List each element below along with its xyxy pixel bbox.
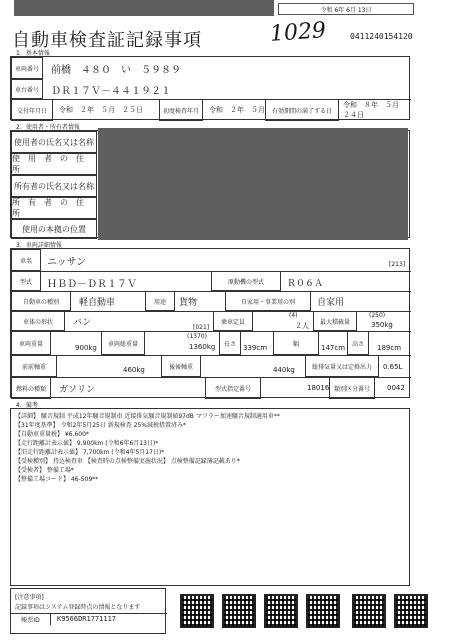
top-stamp: 令和 6年 6月 13日 xyxy=(278,3,414,15)
handwritten-number: 1029 xyxy=(269,18,327,47)
kind-label: 自動車の種別 xyxy=(11,291,71,311)
chassis-value: ＤＲ１７Ｖ－４４１９２１ xyxy=(51,85,171,97)
capacity-paren: (4) xyxy=(289,312,298,319)
category-label: 類別区分番号 xyxy=(329,377,375,399)
type-designation-value: 18016 xyxy=(307,384,330,392)
remark-line: 【旧走行距離計表示値】 7,700km (令和4年5月17日)* xyxy=(15,449,165,456)
section-vehicle-heading: 3．車両詳細情報 xyxy=(16,242,62,249)
model-value: ＨＢＤ－ＤＲ１７Ｖ xyxy=(47,278,137,290)
gross-label: 車両総重量 xyxy=(101,331,145,355)
height-value: 189cm xyxy=(377,344,402,352)
use-value: 貨物 xyxy=(179,297,198,308)
remark-line: 【31年度基準】 令和2年5月25日 新規検査 25%減税措置済み* xyxy=(15,422,186,429)
expiry-label: 有効期間の満了する日 xyxy=(265,99,339,121)
max-load-label: 最大積載量 xyxy=(313,311,357,331)
gross-paren: (1370) xyxy=(187,333,207,340)
qr-code-2 xyxy=(222,594,256,628)
engine-value: Ｒ０６Ａ xyxy=(287,278,324,289)
base-location-label: 使用の本拠の位置 xyxy=(11,219,97,239)
max-load-value: 350kg xyxy=(371,321,393,329)
owner-address-label: 所 有 者 の 住 所 xyxy=(11,197,97,219)
page-title: 自動車検査証記録事項 xyxy=(12,30,202,51)
displacement-value: 0.65L xyxy=(383,363,403,371)
height-label: 高さ xyxy=(347,331,369,355)
qr-code-1 xyxy=(180,594,214,628)
remark-line: 【受検者】 整備工場* xyxy=(15,467,74,474)
width-label: 幅 xyxy=(273,331,319,355)
front-axle-label: 前前軸重 xyxy=(11,355,57,377)
notice-box xyxy=(10,588,166,634)
private-value: 自家用 xyxy=(317,297,345,308)
category-value: 0042 xyxy=(387,384,405,392)
qr-code-6 xyxy=(394,594,428,628)
qr-code-3 xyxy=(264,594,298,628)
issue-code: 0411240154120 xyxy=(350,32,413,41)
qr-code-4 xyxy=(306,594,340,628)
owner-name-label: 所有者の氏名又は名称 xyxy=(11,175,97,197)
first-reg-value: 令和 ２年 ５月 xyxy=(209,106,265,114)
vehicle-table xyxy=(10,248,410,398)
section-remarks-heading: 4．備考 xyxy=(16,402,38,409)
front-axle-value: 460kg xyxy=(123,366,145,374)
max-load-paren: (250) xyxy=(369,312,386,319)
shape-label: 車体の形状 xyxy=(11,311,65,331)
remark-line: 【受検種別】 持込検査車 【検査時の点検整備実施状況】 点検整備記録簿記載あり* xyxy=(15,458,240,465)
length-value: 339cm xyxy=(243,344,268,352)
expiry-value: 令和 ８年 ５月 ２４日 xyxy=(343,101,406,119)
fuel-value: ガソリン xyxy=(59,384,96,395)
chassis-label: 車台番号 xyxy=(11,79,43,99)
remark-line: 【自動車重量税】 ¥6,600* xyxy=(15,431,89,438)
redacted-header-block xyxy=(14,0,274,16)
notice-text: 記録事項はシステム登録時点の情報となります xyxy=(15,604,141,611)
model-label: 型式 xyxy=(11,271,41,291)
use-label: 用途 xyxy=(145,291,175,311)
remark-line: 【走行距離計表示値】 9,900km (令和6年6月13日)* xyxy=(15,440,159,447)
reg-label: 車両番号 xyxy=(11,57,43,79)
qr-code-5 xyxy=(352,594,386,628)
notice-title: [注意事項] xyxy=(15,594,44,601)
shape-code: [021] xyxy=(193,324,210,331)
width-value: 147cm xyxy=(321,344,346,352)
type-designation-label: 型式指定番号 xyxy=(205,377,261,399)
weight-label: 車両重量 xyxy=(11,331,51,355)
remark-line: 【整備工場コード】 46-509** xyxy=(15,476,99,483)
rear-axle-label: 後後軸重 xyxy=(161,355,201,377)
user-address-label: 使 用 者 の 住 所 xyxy=(11,153,97,175)
shape-value: バン xyxy=(73,317,92,328)
fuel-label: 燃料の種類 xyxy=(11,377,51,399)
form-id-label: 帳票ID xyxy=(11,613,51,625)
private-label: 自家用・事業用の別 xyxy=(225,291,311,311)
engine-label: 原動機の型式 xyxy=(211,271,281,291)
user-name-label: 使用者の氏名又は名称 xyxy=(11,131,97,153)
section-user-owner-heading: 2．使用者・所有者情報 xyxy=(16,124,80,131)
basic-info-table xyxy=(10,56,410,120)
capacity-label: 乗車定員 xyxy=(213,311,253,331)
weight-value: 900kg xyxy=(75,344,97,352)
capacity-value: ２人 xyxy=(295,322,309,330)
remark-line: 【詳細】 騒音規制 平成12年騒音規制車 近接排気騒音規制値97dB マフラー加速騒音規制適用車** xyxy=(15,413,280,420)
maker-label: 車名 xyxy=(11,249,41,271)
rear-axle-value: 440kg xyxy=(273,366,295,374)
first-reg-label: 初度検査年月 xyxy=(159,99,203,121)
maker-value: ニッサン xyxy=(47,256,87,268)
reg-value: 前橋 ４８０ い ５９８９ xyxy=(51,64,181,76)
remarks-box xyxy=(10,408,410,586)
issue-date-label: 交付年月日 xyxy=(11,99,53,121)
displacement-label: 総排気量又は定格出力 xyxy=(305,355,379,377)
redacted-owner-block xyxy=(98,128,408,240)
section-basic-heading: 1．基本情報 xyxy=(16,50,50,57)
form-id-value: K9566DR1771117 xyxy=(57,615,117,623)
length-label: 長さ xyxy=(219,331,241,355)
maker-code: [213] xyxy=(389,261,406,268)
gross-value: 1360kg xyxy=(189,343,216,351)
issue-date-value: 令和 ２年 ５月 ２５日 xyxy=(59,106,143,114)
kind-value: 軽自動車 xyxy=(79,297,116,308)
